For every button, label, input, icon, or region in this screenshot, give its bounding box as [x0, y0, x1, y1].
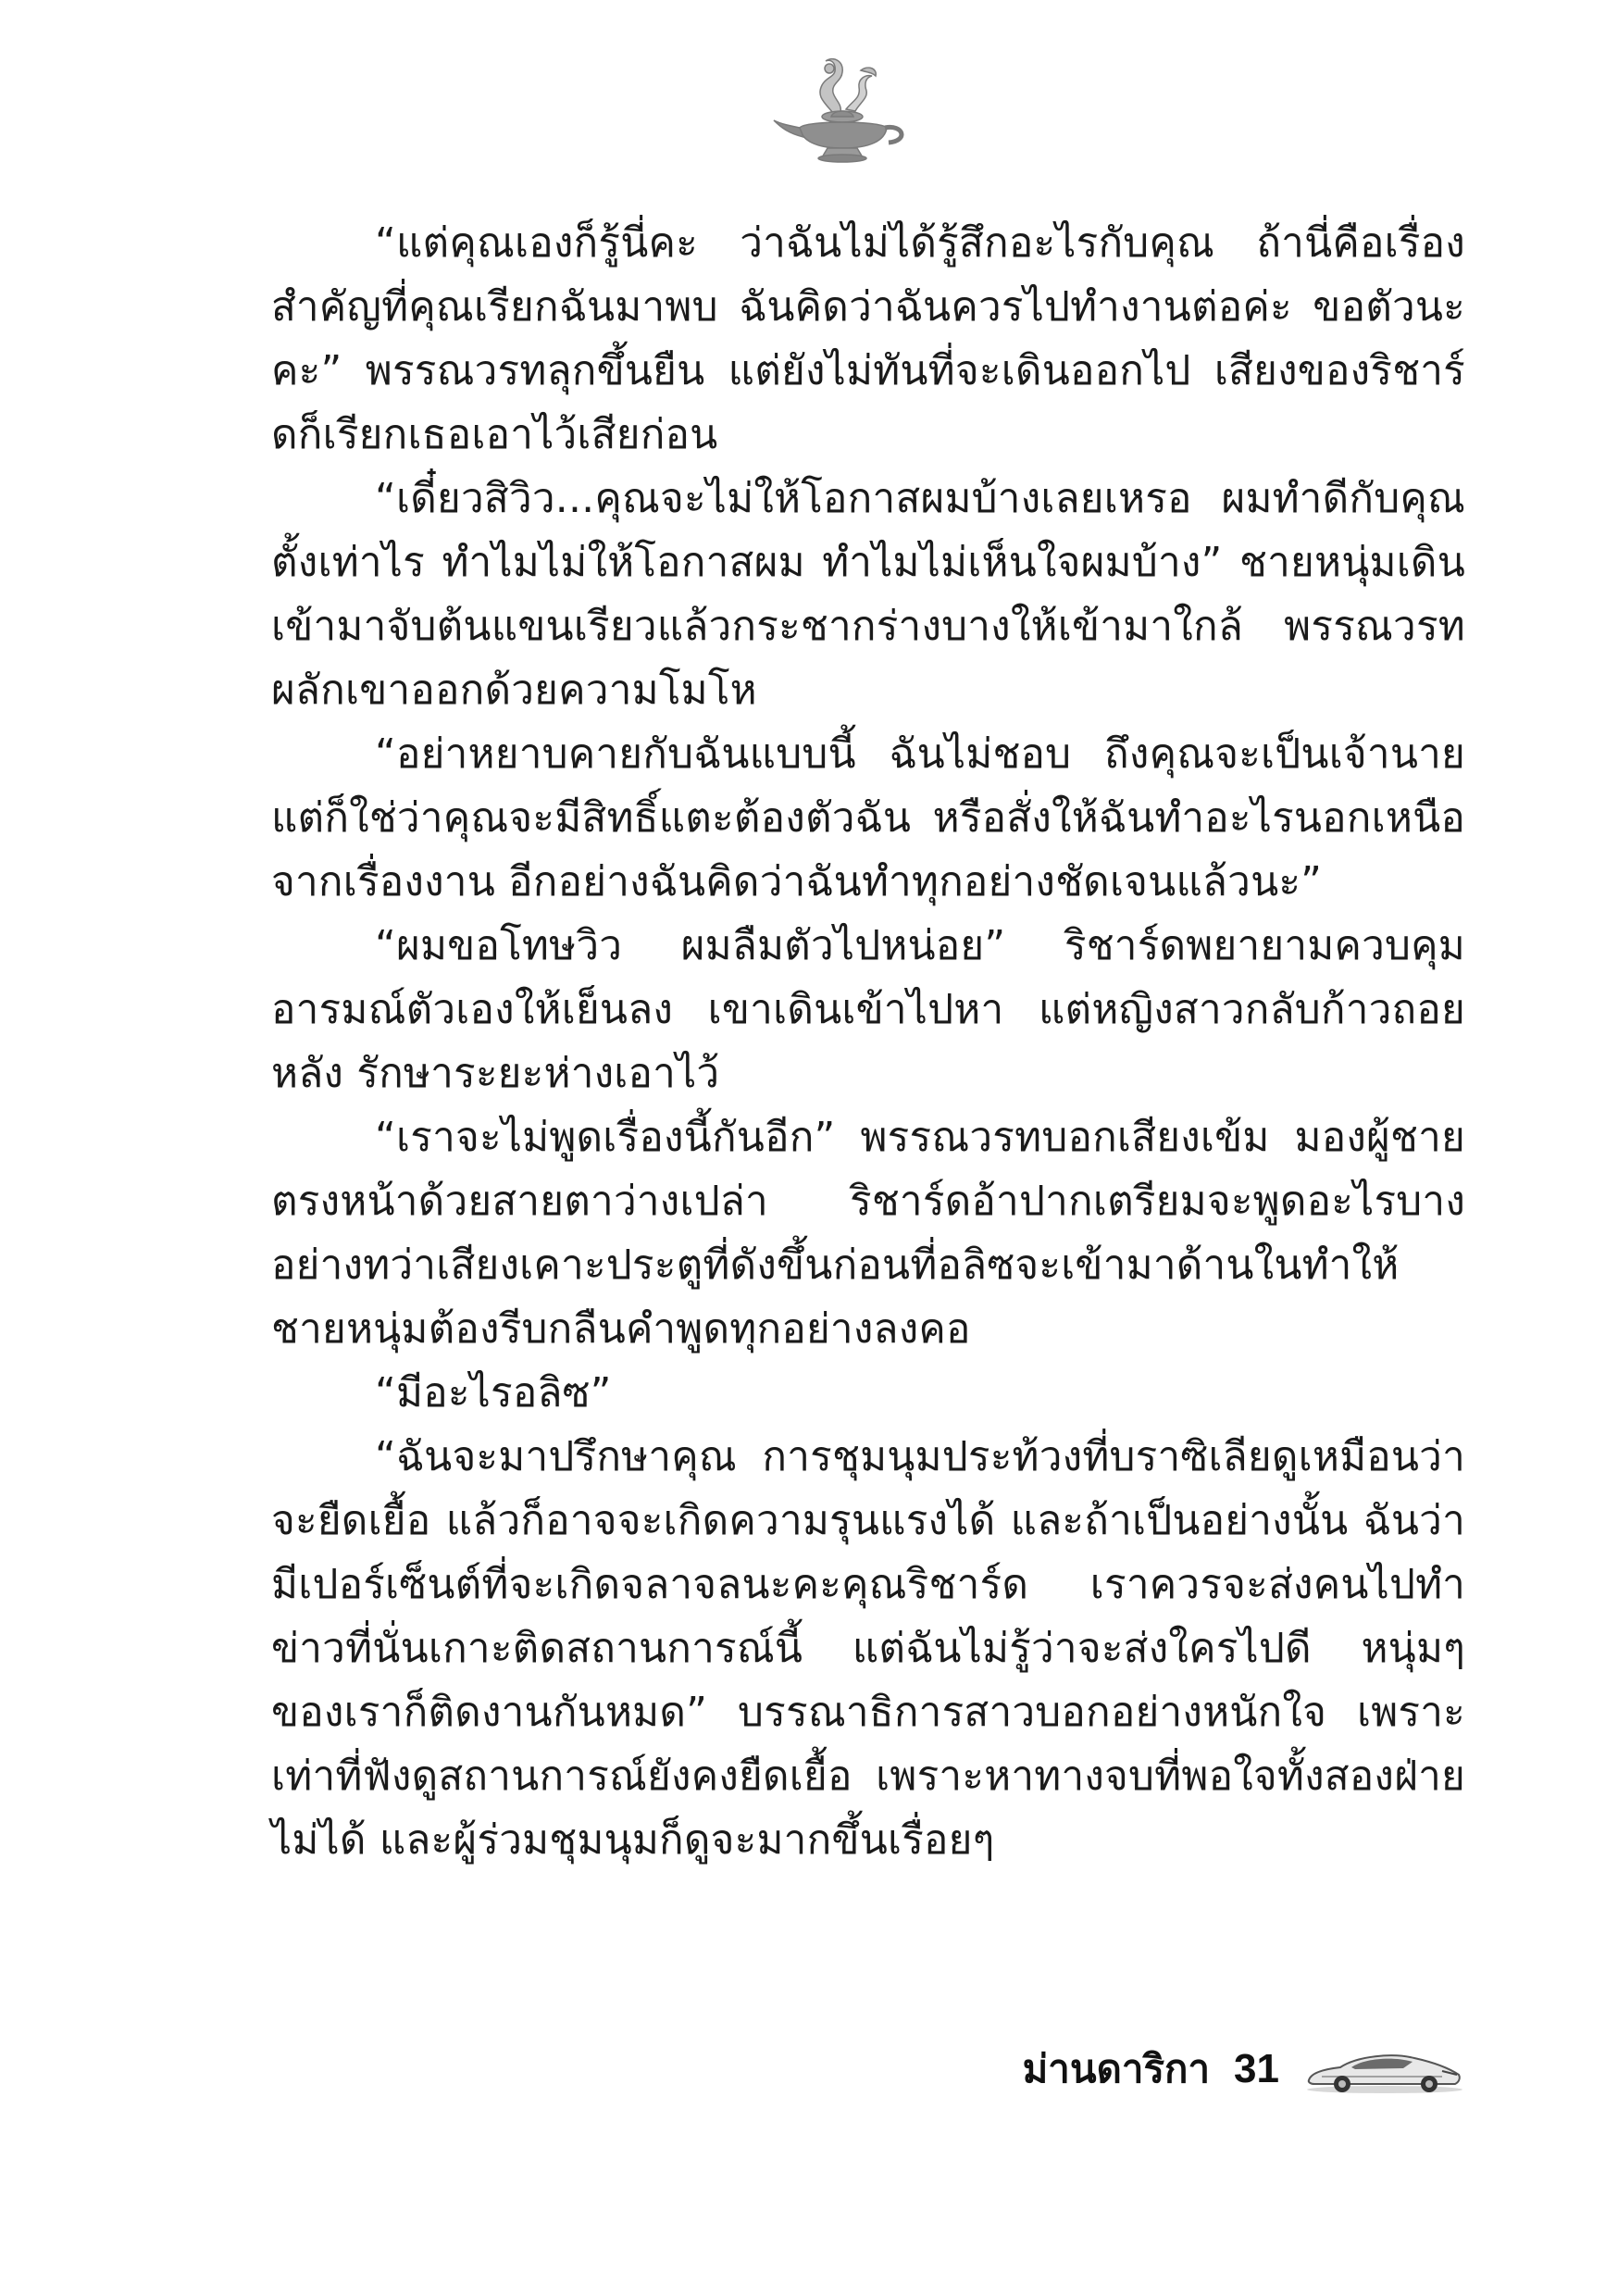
sports-car-icon [1303, 2043, 1465, 2095]
paragraph: “เราจะไม่พูดเรื่องนี้กันอีก” พรรณวรทบอกเสียงเข้ม มองผู้ชายตรงหน้าด้วยสายตาว่างเปล่า ริชาร์ดอ้าปากเตรียมจะพูดอะไรบางอย่างทว่าเสียงเคาะประตูที่ดังขึ้นก่อนที่อลิซจะเข้ามาด้านในทำให้ชายหนุ่มต้องรีบกลืนคำพูดทุกอย่างลงคอ [271, 1114, 1465, 1353]
paragraph: “เดี๋ยวสิวิว...คุณจะไม่ให้โอกาสผมบ้างเลยเหรอ ผมทำดีกับคุณตั้งเท่าไร ทำไมไม่ให้โอกาสผม ทำไมไม่เห็นใจผมบ้าง” ชายหนุ่มเดินเข้ามาจับต้นแขนเรียวแล้วกระชากร่างบางให้เข้ามาใกล้ พรรณวรทผลักเขาออกด้วยความโมโห [271, 475, 1465, 714]
paragraph: “ผมขอโทษวิว ผมลืมตัวไปหน่อย” ริชาร์ดพยายามควบคุมอารมณ์ตัวเองให้เย็นลง เขาเดินเข้าไปหา แต่หญิงสาวกลับก้าวถอยหลัง รักษาระยะห่างเอาไว้ [271, 922, 1465, 1097]
genie-lamp-icon [768, 56, 916, 167]
paragraph: “แต่คุณเองก็รู้นี่คะ ว่าฉันไม่ได้รู้สึกอะไรกับคุณ ถ้านี่คือเรื่องสำคัญที่คุณเรียกฉันมาพบ ฉันคิดว่าฉันควรไปทำงานต่อค่ะ ขอตัวนะคะ” พรรณวรทลุกขึ้นยืน แต่ยังไม่ทันที่จะเดินออกไป เสียงของริชาร์ดก็เรียกเธอเอาไว้เสียก่อน [271, 219, 1465, 458]
paragraph: “อย่าหยาบคายกับฉันแบบนี้ ฉันไม่ชอบ ถึงคุณจะเป็นเจ้านาย แต่ก็ใช่ว่าคุณจะมีสิทธิ์แตะต้องตัวฉัน หรือสั่งให้ฉันทำอะไรนอกเหนือจากเรื่องงาน อีกอย่างฉันคิดว่าฉันทำทุกอย่างชัดเจนแล้วนะ” [271, 730, 1465, 905]
paragraph: “มีอะไรอลิซ” [375, 1369, 612, 1416]
page-number: 31 [1234, 2046, 1279, 2091]
page-footer [1023, 2032, 1465, 2106]
body-text [271, 211, 1465, 1872]
paragraph: “ฉันจะมาปรึกษาคุณ การชุมนุมประท้วงที่บราซิเลียดูเหมือนว่าจะยืดเยื้อ แล้วก็อาจจะเกิดความรุนแรงได้ และถ้าเป็นอย่างนั้น ฉันว่ามีเปอร์เซ็นต์ที่จะเกิดจลาจลนะคะคุณริชาร์ด เราควรจะส่งคนไปทำข่าวที่นั่นเกาะติดสถานการณ์นี้ แต่ฉันไม่รู้ว่าจะส่งใครไปดี หนุ่มๆ ของเราก็ติดงานกันหมด” บรรณาธิการสาวบอกอย่างหนักใจ เพราะเท่าที่ฟังดูสถานการณ์ยังคงยืดเยื้อ เพราะหาทางจบที่พอใจทั้งสองฝ่ายไม่ได้ และผู้ร่วมชุมนุมก็ดูจะมากขึ้นเรื่อยๆ [271, 1433, 1465, 1864]
book-title: ม่านดาริกา [1022, 2046, 1211, 2091]
